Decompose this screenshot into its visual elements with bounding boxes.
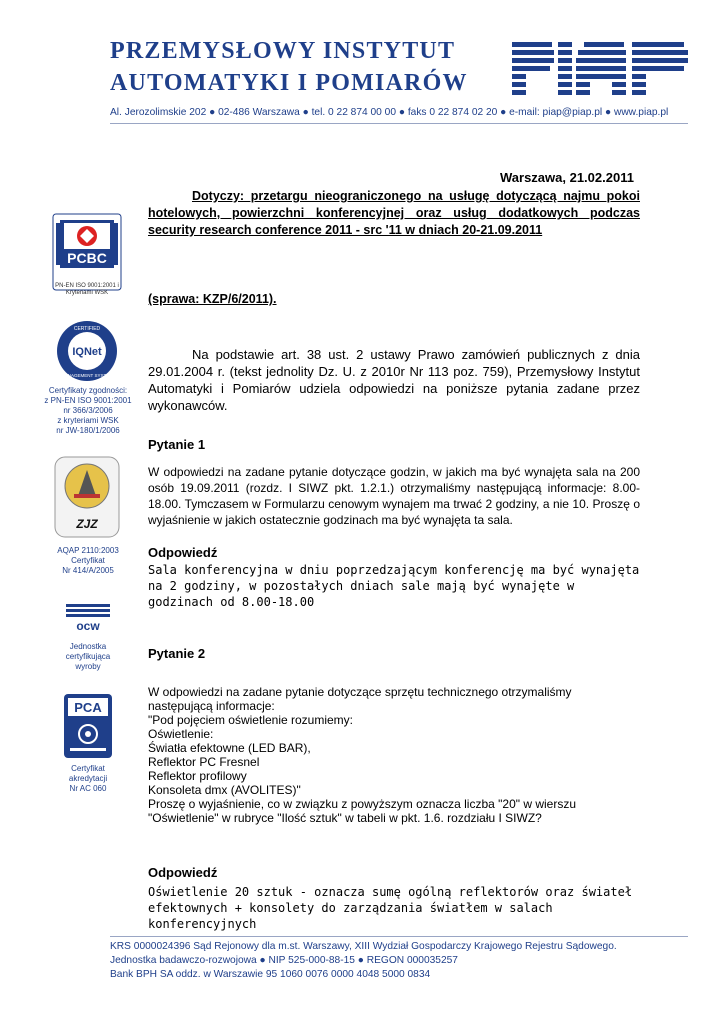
answer-1-heading: Odpowiedź: [148, 545, 218, 560]
intro-paragraph: Na podstawie art. 38 ust. 2 ustawy Prawo zamówień publicznych z dnia 29.01.2004 r. (tekst jednolity Dz. U. z 2010r Nr 113 poz. 759), Przemysłowy Instytut Automatyki i Pomiarów udziela odpowiedzi na poniższe pytania zadane przez wykonawców.: [148, 347, 640, 413]
piap-ocw-logo-icon: [66, 604, 110, 632]
svg-text:IQNet: IQNet: [72, 346, 102, 358]
pca-caption: Certyfikat akredytacji Nr AC 060: [68, 764, 108, 793]
pcbc-certificate-logo-icon: [52, 213, 122, 291]
question-1-text: W odpowiedzi na zadane pytanie dotyczące godzin, w jakich ma być wynajęta sala na 200 osób 19.09.2011 (rozdz. I SIWZ pkt. 1.2.1.) otrzymaliśmy następującą informacje: 8.00-18.00. Tymczasem w Formularzu cenowym wynajem ma trwać 2 godziny, a nie 10. Proszę o wyjaśnienie w jakich ostatecznie godzinach ma być wynajęta ta sala.: [148, 465, 640, 527]
svg-text:ocw: ocw: [76, 619, 100, 632]
question-2-heading: Pytanie 2: [148, 646, 206, 661]
letter-date: Warszawa, 21.02.2011: [500, 170, 634, 185]
institute-address-line: Al. Jerozolimskie 202 ● 02-486 Warszawa ● tel. 0 22 874 00 00 ● faks 0 22 874 02 20 ● e-mail: piap@piap.pl ● www.piap.pl: [110, 107, 669, 118]
zjz-emblem-logo-icon: [54, 456, 120, 538]
pcbc-caption: PN-EN ISO 9001:2001 i Kryteriami WSK: [55, 283, 119, 296]
footer-nip-regon-line: Jednostka badawczo-rozwojowa ● NIP 525-000-88-15 ● REGON 000035257: [110, 955, 458, 966]
case-reference: (sprawa: KZP/6/2011).: [148, 292, 277, 306]
pca-accreditation-logo-icon: [64, 694, 112, 758]
iqnet-caption: Certyfikaty zgodności: z PN-EN ISO 9001:2001 nr 366/3/2006 z kryteriami WSK nr JW-180/1/2006: [44, 386, 132, 435]
header-divider: [110, 123, 688, 124]
iqnet-certified-logo-icon: [56, 320, 118, 382]
piap-logo-icon: [512, 40, 688, 98]
zjz-caption: AQAP 2110:2003 Certyfikat Nr 414/A/2005: [57, 546, 119, 575]
answer-2-text: Oświetlenie 20 sztuk - oznacza sumę ogólną reflektorów oraz świateł efektownych + konsolety do zarządzania światłem w salach konferencyjnych: [148, 885, 633, 931]
svg-text:PCA: PCA: [74, 700, 102, 715]
answer-2-heading: Odpowiedź: [148, 865, 218, 880]
svg-text:CERTIFIED: CERTIFIED: [73, 326, 101, 332]
question-2-text: W odpowiedzi na zadane pytanie dotyczące sprzętu technicznego otrzymaliśmy następującą informacje: "Pod pojęciem oświetlenie rozumiemy: Oświetlenie: Światła efektowne (LED BAR), Reflektor PC Fresnel Reflektor profilowy Konsoleta dmx (AVOLITES)" Proszę o wyjaśnienie, co w związku z powyższym oznacza liczba "20" w wierszu "Oświetlenie" w rubryce "Ilość sztuk" w tabeli w pkt. 1.6. rozdziału I SIWZ?: [148, 685, 577, 825]
institute-name-line1: PRZEMYSŁOWY INSTYTUT: [110, 38, 456, 64]
answer-1-text: Sala konferencyjna w dniu poprzedzającym konferencję ma być wynajęta na 2 godziny, w pozostałych dniach sale mają być wynajęte w godzinach od 8.00-18.00: [148, 563, 640, 609]
svg-text:ZJZ: ZJZ: [76, 517, 98, 531]
svg-text:PCBC: PCBC: [67, 250, 107, 266]
letter-subject: Dotyczy: przetargu nieograniczonego na usługę dotyczącą najmu pokoi hotelowych, powierzchni konferencyjnej oraz usług dodatkowych podczas security research conference 2011 - src '11 w dniach 20-21.09.2011: [148, 189, 640, 237]
question-1-heading: Pytanie 1: [148, 437, 206, 452]
footer-krs-line: KRS 0000024396 Sąd Rejonowy dla m.st. Warszawy, XIII Wydział Gospodarczy Krajowego Rejestru Sądowego.: [110, 941, 617, 952]
piap-ocw-caption: Jednostka certyfikująca wyroby: [65, 642, 111, 671]
footer-bank-line: Bank BPH SA oddz. w Warszawie 95 1060 0076 0000 4048 5000 0834: [110, 969, 431, 980]
svg-text:MANAGEMENT SYSTEM: MANAGEMENT SYSTEM: [61, 373, 113, 378]
footer-divider: [110, 936, 688, 937]
institute-name-line2: AUTOMATYKI I POMIARÓW: [110, 70, 468, 96]
